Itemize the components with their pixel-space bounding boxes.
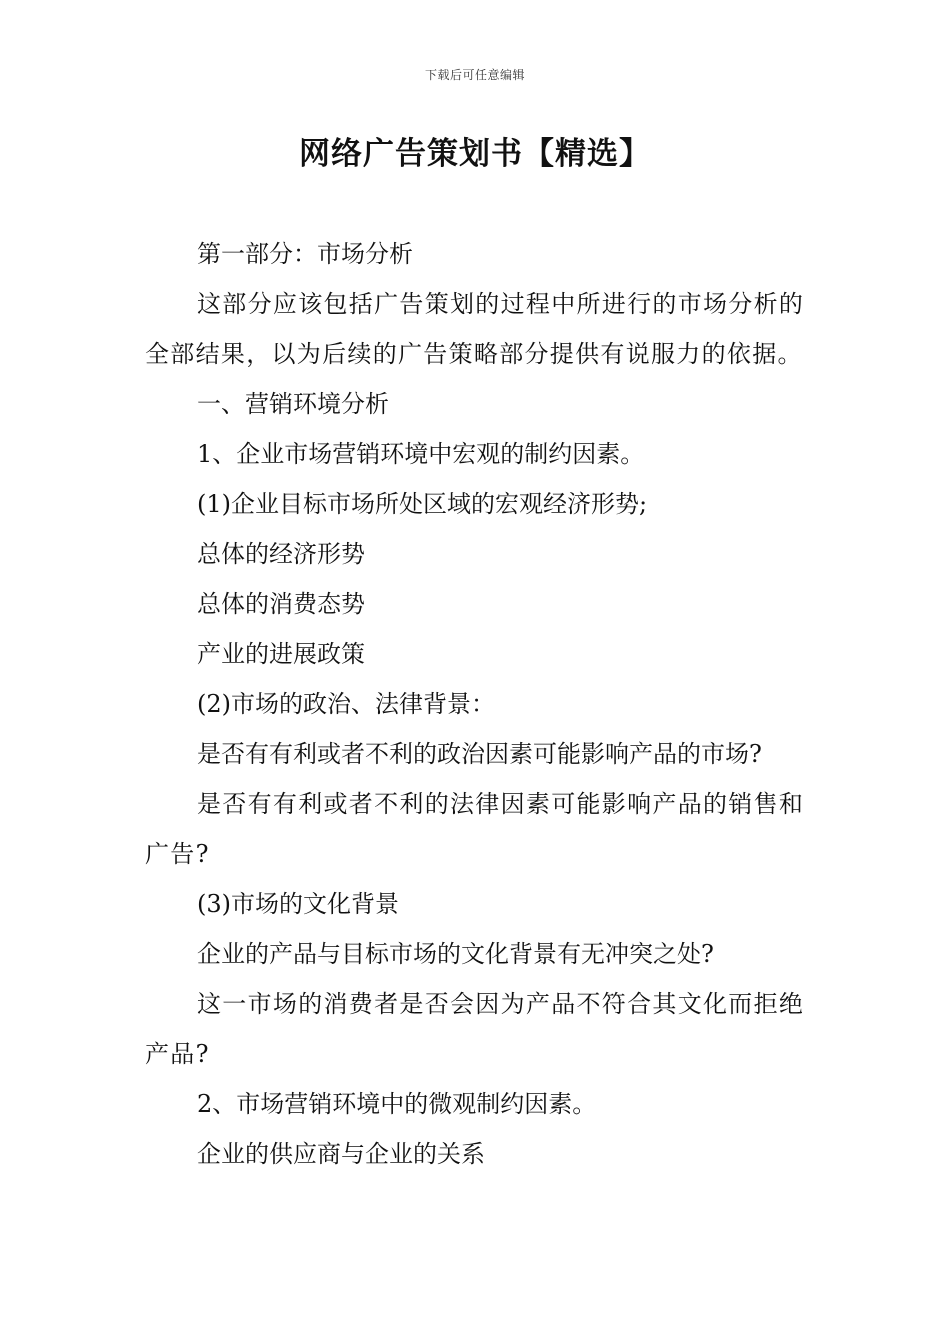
paragraph: (3)市场的文化背景	[197, 890, 399, 918]
paragraph: 企业的产品与目标市场的文化背景有无冲突之处?	[197, 940, 714, 968]
list-item: 总体的消费态势	[197, 590, 365, 618]
list-item: 产业的进展政策	[197, 640, 365, 668]
paragraph: 是否有有利或者不利的政治因素可能影响产品的市场?	[197, 740, 762, 768]
paragraph: (1)企业目标市场所处区域的宏观经济形势;	[197, 490, 648, 518]
paragraph: 企业的供应商与企业的关系	[197, 1140, 485, 1168]
list-item: 总体的经济形势	[197, 540, 365, 568]
paragraph: (2)市场的政治、法律背景：	[197, 690, 495, 718]
paragraph: 是否有有利或者不利的法律因素可能影响产品的销售和广告?	[145, 790, 805, 868]
paragraph: 这一市场的消费者是否会因为产品不符合其文化而拒绝产品?	[145, 990, 805, 1068]
section-heading: 第一部分：市场分析	[197, 240, 413, 268]
header-note: 下载后可任意编辑	[424, 68, 525, 82]
document-body	[145, 229, 815, 1179]
paragraph: 1、企业市场营销环境中宏观的制约因素。	[197, 440, 645, 468]
subsection-heading: 一、营销环境分析	[197, 390, 389, 418]
page-title: 网络广告策划书【精选】	[299, 136, 651, 172]
paragraph: 2、市场营销环境中的微观制约因素。	[197, 1090, 597, 1118]
paragraph: 这部分应该包括广告策划的过程中所进行的市场分析的全部结果，以为后续的广告策略部分提供有说服力的依据。	[145, 290, 805, 368]
